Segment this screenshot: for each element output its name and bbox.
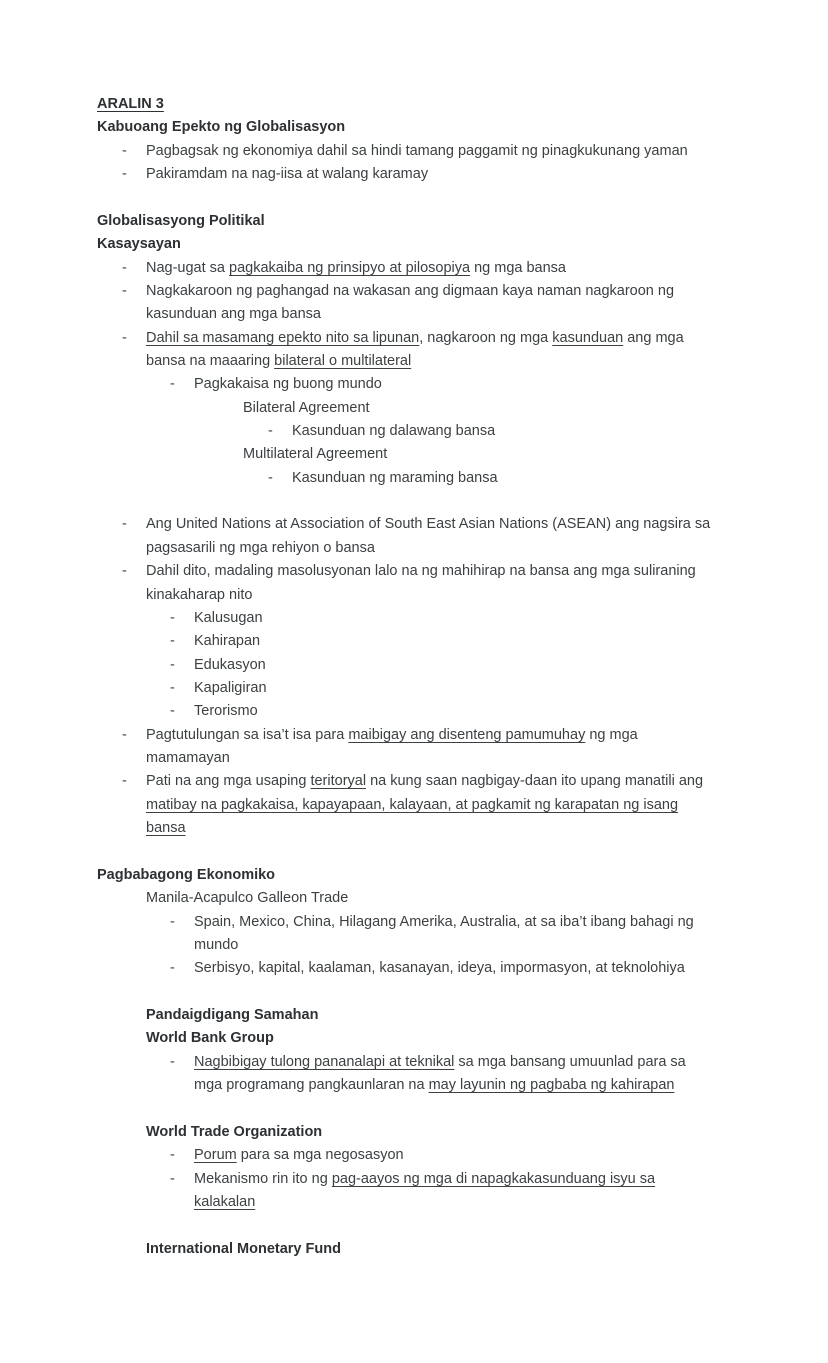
line-text [146, 163, 428, 186]
blank-line [97, 981, 731, 1004]
bullet-dash: - [170, 1170, 175, 1187]
bullet-dash: - [122, 726, 127, 743]
text-segment: Dahil dito, madaling masolusyonan lalo na ng mahihirap na bansa ang mga suliraning [146, 563, 696, 580]
text-segment: Pagbagsak ng ekonomiya dahil sa hindi tamang paggamit ng pinagkukunang yaman [146, 142, 688, 159]
bullet-dash: - [170, 1053, 175, 1070]
line-text [194, 1051, 686, 1074]
bullet-line [170, 607, 731, 630]
line-text [194, 677, 267, 700]
text-segment: Ang United Nations at Association of South East Asian Nations (ASEAN) ang nagsira sa [146, 516, 711, 533]
doc-text-line [146, 887, 731, 910]
line-text [146, 1241, 341, 1257]
bullet-line [170, 654, 731, 677]
line-text [146, 280, 674, 303]
text-segment: para sa mga negosasyon [236, 1147, 404, 1164]
blank-line [97, 1097, 731, 1120]
text-segment: Mekanismo rin ito ng [194, 1170, 332, 1187]
text-segment: bilateral o multilateral [274, 352, 412, 369]
text-segment: kinakaharap nito [146, 586, 253, 603]
text-segment: Kasunduan ng dalawang bansa [292, 423, 496, 440]
text-segment: Serbisyo, kapital, kaalaman, kasanayan, ideya, impormasyon, at teknolohiya [194, 960, 685, 977]
text-segment: Manila-Acapulco Galleon Trade [146, 890, 349, 907]
doc-text-line [146, 817, 731, 840]
text-segment: ng mga bansa [470, 259, 566, 276]
text-segment: Pagtutulungan sa isa’t isa para [146, 726, 349, 743]
text-segment: maibigay ang disenteng pamumuhay [348, 726, 586, 743]
text-segment: Porum [194, 1147, 237, 1164]
doc-text-line [146, 747, 731, 770]
line-text [146, 540, 375, 556]
line-text [194, 1194, 255, 1210]
text-segment: Pakiramdam na nag-iisa at walang karamay [146, 166, 429, 183]
text-segment: kasunduan [552, 329, 624, 346]
bullet-line [122, 560, 731, 583]
bullet-line [122, 513, 731, 536]
line-text [146, 770, 703, 793]
doc-text-line [146, 350, 731, 373]
bullet-dash: - [122, 142, 127, 159]
text-segment: mundo [194, 936, 239, 953]
line-text [194, 654, 266, 677]
bullet-line [170, 1051, 731, 1074]
text-segment: matibay na pagkakaisa, kapayapaan, kalayaan, at pagkamit ng karapatan ng isang [146, 796, 679, 813]
text-segment: kalakalan [194, 1193, 256, 1210]
text-segment: Pagkakaisa ng buong mundo [194, 376, 382, 393]
bullet-line [122, 140, 731, 163]
line-text [243, 446, 387, 462]
text-segment: Pati na ang mga usaping [146, 773, 311, 790]
bullet-dash: - [122, 563, 127, 580]
text-segment: sa mga bansang umuunlad para sa [454, 1053, 686, 1070]
bullet-dash: - [170, 1147, 175, 1164]
bullet-line [170, 911, 731, 934]
bullet-dash: - [268, 423, 273, 440]
doc-heading [97, 210, 731, 233]
doc-heading [97, 93, 731, 116]
bullet-line [268, 467, 731, 490]
bullet-dash: - [170, 703, 175, 720]
bullet-line [170, 700, 731, 723]
doc-text-line [146, 537, 731, 560]
blank-line [97, 1214, 731, 1237]
line-text [146, 513, 710, 536]
doc-text-line [146, 794, 731, 817]
text-segment: Nagbibigay tulong pananalapi at teknikal [194, 1053, 455, 1070]
doc-heading [146, 1238, 731, 1261]
bullet-dash: - [122, 166, 127, 183]
line-text [146, 306, 321, 322]
text-segment: ang mga [623, 329, 684, 346]
line-text [292, 467, 498, 490]
line-text [194, 911, 694, 934]
doc-text-line [194, 1074, 731, 1097]
line-text [146, 820, 186, 836]
bullet-dash: - [170, 376, 175, 393]
bullet-line [122, 257, 731, 280]
line-text [97, 213, 265, 229]
line-text [194, 1144, 404, 1167]
line-text [146, 797, 678, 813]
text-segment: ng mga [585, 726, 638, 743]
doc-heading [97, 233, 731, 256]
line-text [146, 353, 411, 369]
bullet-dash: - [170, 656, 175, 673]
doc-heading [146, 1004, 731, 1027]
doc-heading [146, 1121, 731, 1144]
line-text [194, 957, 685, 980]
doc-text-line [243, 397, 731, 420]
doc-heading [146, 1027, 731, 1050]
text-segment: bansa na maaaring [146, 352, 275, 369]
doc-text-line [243, 443, 731, 466]
line-text [97, 96, 164, 112]
line-text [194, 700, 258, 723]
text-segment: bansa [146, 820, 186, 837]
text-segment: pag-aayos ng mga di napagkakasunduang isyu sa [331, 1170, 656, 1187]
text-segment: World Trade Organization [146, 1123, 323, 1140]
bullet-dash: - [122, 516, 127, 533]
bullet-dash: - [122, 329, 127, 346]
text-segment: Kalusugan [194, 609, 263, 626]
line-text [194, 630, 260, 653]
text-segment: Kasaysayan [97, 236, 181, 253]
bullet-dash: - [268, 469, 273, 486]
doc-text-line [194, 1191, 731, 1214]
line-text [146, 890, 348, 906]
line-text [194, 1168, 655, 1191]
line-text [146, 1007, 318, 1023]
text-segment: kasunduan ang mga bansa [146, 306, 321, 323]
text-segment: Kahirapan [194, 633, 261, 650]
text-segment: Kabuoang Epekto ng Globalisasyon [97, 119, 346, 136]
bullet-line [122, 724, 731, 747]
bullet-line [170, 373, 731, 396]
bullet-dash: - [170, 960, 175, 977]
text-segment: pagsasarili ng mga rehiyon o bansa [146, 539, 375, 556]
bullet-dash: - [122, 773, 127, 790]
bullet-line [170, 677, 731, 700]
line-text [194, 1077, 674, 1093]
line-text [146, 327, 684, 350]
text-segment: Terorismo [194, 703, 258, 720]
bullet-dash: - [122, 282, 127, 299]
line-text [194, 373, 382, 396]
text-segment: Kapaligiran [194, 679, 267, 696]
blank-line [97, 186, 731, 209]
blank-line [97, 841, 731, 864]
line-text [146, 1030, 274, 1046]
bullet-line [268, 420, 731, 443]
blank-line [97, 490, 731, 513]
line-text [146, 140, 688, 163]
bullet-dash: - [170, 633, 175, 650]
text-segment: Multilateral Agreement [243, 446, 388, 463]
line-text [146, 724, 638, 747]
bullet-dash: - [122, 259, 127, 276]
bullet-dash: - [170, 913, 175, 930]
text-segment: mamamayan [146, 750, 230, 767]
bullet-line [170, 630, 731, 653]
text-segment: , nagkaroon ng mga [419, 329, 553, 346]
line-text [146, 750, 230, 766]
line-text [292, 420, 495, 443]
text-segment: Spain, Mexico, China, Hilagang Amerika, Australia, at sa iba’t ibang bahagi ng [194, 913, 694, 930]
line-text [243, 400, 370, 416]
bullet-dash: - [170, 679, 175, 696]
bullet-line [122, 280, 731, 303]
text-segment: Bilateral Agreement [243, 399, 370, 416]
text-segment: Dahil sa masamang epekto nito sa lipunan [146, 329, 420, 346]
text-segment: Nagkakaroon ng paghangad na wakasan ang digmaan kaya naman nagkaroon ng [146, 282, 675, 299]
text-segment: teritoryal [310, 773, 367, 790]
doc-heading [97, 864, 731, 887]
text-segment: Pagbabagong Ekonomiko [97, 866, 276, 883]
doc-text-line [146, 584, 731, 607]
line-text [146, 257, 566, 280]
bullet-dash: - [170, 609, 175, 626]
text-segment: ARALIN 3 [97, 96, 164, 112]
text-segment: may layunin ng pagbaba ng kahirapan [428, 1077, 675, 1094]
line-text [97, 236, 181, 252]
line-text [97, 867, 275, 883]
bullet-line [170, 1144, 731, 1167]
line-text [146, 1124, 322, 1140]
line-text [146, 587, 252, 603]
bullet-line [122, 327, 731, 350]
doc-text-line [146, 303, 731, 326]
line-text [146, 560, 696, 583]
text-segment: International Monetary Fund [146, 1240, 341, 1257]
bullet-line [170, 957, 731, 980]
line-text [194, 607, 263, 630]
line-text [97, 119, 345, 135]
text-segment: mga programang pangkaunlaran na [194, 1077, 429, 1094]
doc-heading [97, 116, 731, 139]
text-segment: Edukasyon [194, 656, 266, 673]
text-segment: pagkakaiba ng prinsipyo at pilosopiya [229, 259, 471, 276]
doc-text-line [194, 934, 731, 957]
text-segment: Nag-ugat sa [146, 259, 230, 276]
line-text [194, 937, 238, 953]
bullet-line [170, 1168, 731, 1191]
text-segment: Kasunduan ng maraming bansa [292, 469, 498, 486]
text-segment: Globalisasyong Politikal [97, 212, 265, 229]
text-segment: na kung saan nagbigay-daan ito upang manatili ang [366, 773, 704, 790]
bullet-line [122, 770, 731, 793]
text-segment: Pandaigdigang Samahan [146, 1007, 319, 1024]
bullet-line [122, 163, 731, 186]
text-segment: World Bank Group [146, 1030, 274, 1047]
